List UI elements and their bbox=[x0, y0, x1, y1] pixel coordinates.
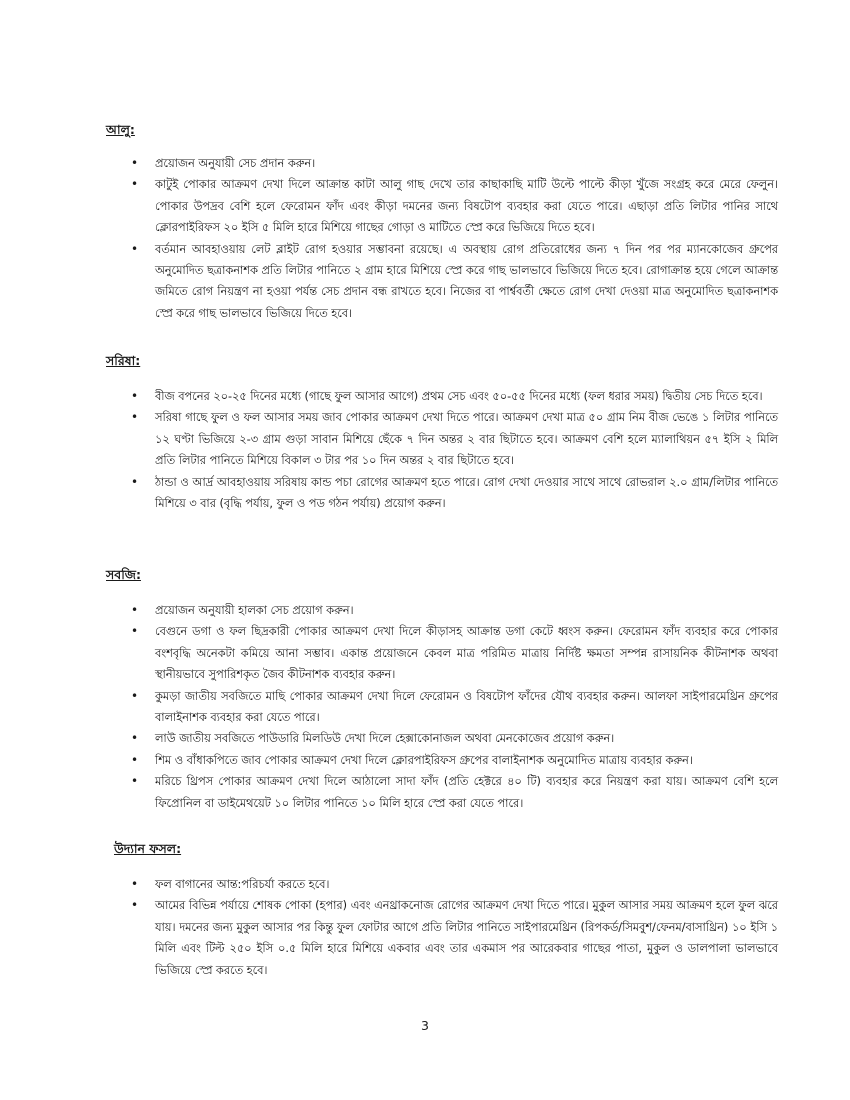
list-item: • আমের বিভিন্ন পর্যায়ে শোষক পোকা (হপার) এবং এনথ্রাকনোজ রোগের আক্রমণ দেখা দিতে পারে। মুকুল আসার সময় আক্রমণ হলে ফুল ঝরে যায়। দমনের জন্য মুকুল আসার পর কিন্তু ফুল ফোটার আগে প্রতি লিটার পানিতে সাইপারমেথ্রিন (রিপকর্ড/সিমবুশ/ফেনম/বাসাথ্রিন) ১০ ইসি ১ মিলি এবং টিল্ট ২৫০ ইসি ০.৫ মিলি হারে মিশিয়ে একবার এবং তার একমাস পর আরেকবার গাছের পাতা, মুকুল ও ডালপালা ভালভাবে ভিজিয়ে স্প্রে করতে হবে। bbox=[0, 895, 778, 981]
bullet-icon: • bbox=[131, 688, 139, 703]
bullet-icon: • bbox=[131, 731, 139, 746]
list-item: • ঠান্ডা ও আর্দ্র আবহাওয়ায় সরিষায় কান্ড পচা রোগের আক্রমণ হতে পারে। রোগ দেখা দেওয়ার সাথে সাথে রোভরাল ২.০ গ্রাম/লিটার পানিতে মিশিয়ে ৩ বার (বৃদ্ধি পর্যায়, ফুল ও পড গঠন পর্যায়) প্রয়োগ করুন। bbox=[0, 472, 778, 515]
potato-list bbox=[0, 153, 850, 324]
list-item: • ফল বাগানের আন্ত:পরিচর্যা করতে হবে। bbox=[0, 874, 778, 895]
bullet-icon: • bbox=[131, 241, 139, 256]
horticulture-list bbox=[0, 874, 850, 981]
list-item: • মরিচে থ্রিপস পোকার আক্রমণ দেখা দিলে আঠালো সাদা ফাঁদ (প্রতি হেক্টরে ৪০ টি) ব্যবহার করে নিয়ন্ত্রণ করা যায়। আক্রমণ বেশি হলে ফিপ্রোনিল বা ডাইমেথয়েট ১০ লিটার পানিতে ১০ মিলি হারে স্প্রে করা যেতে পারে। bbox=[0, 771, 778, 814]
vegetables-list bbox=[0, 600, 850, 814]
section-heading-mustard: সরিষা: bbox=[106, 353, 141, 368]
bullet-icon: • bbox=[131, 177, 139, 192]
list-item: • বর্তমান আবহাওয়ায় লেট ব্লাইট রোগ হওয়ার সম্ভাবনা রয়েছে। এ অবস্থায় রোগ প্রতিরোধের জন্য ৭ দিন পর পর ম্যানকোজেব গ্রুপের অনুমোদিত ছত্রাকনাশক প্রতি লিটার পানিতে ২ গ্রাম হারে মিশিয়ে স্প্রে করে গাছ ভালভাবে ভিজিয়ে দিতে হবে। রোগাক্রান্ত হয়ে গেলে আক্রান্ত জমিতে রোগ নিয়ন্ত্রণ না হওয়া পর্যন্ত সেচ প্রদান বন্ধ রাখতে হবে। নিজের বা পার্শ্ববর্তী ক্ষেতে রোগ দেখা দেওয়া মাত্র অনুমোদিত ছত্রাকনাশক স্প্রে করে গাছ ভালভাবে ভিজিয়ে দিতে হবে। bbox=[0, 239, 778, 325]
list-item: • সরিষা গাছে ফুল ও ফল আসার সময় জাব পোকার আক্রমণ দেখা দিতে পারে। আক্রমণ দেখা মাত্র ৫০ গ্রাম নিম বীজ ভেঙে ১ লিটার পানিতে ১২ ঘণ্টা ভিজিয়ে ২-৩ গ্রাম গুড়া সাবান মিশিয়ে ছেঁকে ৭ দিন অন্তর ২ বার ছিটাতে হবে। আক্রমণ বেশি হলে ম্যালাথিয়ন ৫৭ ইসি ২ মিলি প্রতি লিটার পানিতে মিশিয়ে বিকাল ৩ টার পর ১০ দিন অন্তর ২ বার ছিটাতে হবে। bbox=[0, 407, 778, 471]
list-item: • লাউ জাতীয় সবজিতে পাউডারি মিলডিউ দেখা দিলে হেক্সাকোনাজল অথবা মেনকোজেব প্রয়োগ করুন। bbox=[0, 728, 778, 749]
list-item: • প্রয়োজন অনুযায়ী হালকা সেচ প্রয়োগ করুন। bbox=[0, 600, 778, 621]
section-heading-vegetables: সবজি: bbox=[106, 567, 141, 582]
list-item: • বেগুনে ডগা ও ফল ছিদ্রকারী পোকার আক্রমণ দেখা দিলে কীড়াসহ আক্রান্ত ডগা কেটে ধ্বংস করুন। ফেরোমন ফাঁদ ব্যবহার করে পোকার বংশবৃদ্ধি অনেকটা কমিয়ে আনা সম্ভাব। একান্ত প্রয়োজনে কেবল মাত্র পরিমিত মাত্রায় নির্দিষ্ট ক্ষমতা সম্পন্ন রাসায়নিক কীটনাশক অথবা স্থানীয়ভাবে সুপারিশকৃত জৈব কীটনাশক ব্যবহার করুন। bbox=[0, 621, 778, 685]
mustard-list bbox=[0, 386, 850, 514]
section-heading-horticulture: উদ্যান ফসল: bbox=[114, 841, 182, 856]
bullet-icon: • bbox=[131, 774, 139, 789]
page-number: 3 bbox=[421, 1018, 429, 1033]
section-heading-potato: আলু: bbox=[106, 122, 135, 137]
bullet-icon: • bbox=[131, 877, 139, 891]
list-item: • কাটুই পোকার আক্রমণ দেখা দিলে আক্রান্ত কাটা আলু গাছ দেখে তার কাছাকাছি মাটি উল্টে পাল্টে কীড়া খুঁজে সংগ্রহ করে মেরে ফেলুন। পোকার উপদ্রব বেশি হলে ফেরোমন ফাঁদ এবং কীড়া দমনের জন্য বিষটোপ ব্যবহার করা যেতে পারে। এছাড়া প্রতি লিটার পানির সাথে ক্লোরপাইরিফস ২০ ইসি ৫ মিলি হারে মিশিয়ে গাছের গোড়া ও মাটিতে স্প্রে করে ভিজিয়ে দিতে হবে। bbox=[0, 174, 778, 238]
bullet-icon: • bbox=[131, 898, 139, 913]
list-item: • কুমড়া জাতীয় সবজিতে মাছি পোকার আক্রমণ দেখা দিলে ফেরোমন ও বিষটোপ ফাঁদের যৌথ ব্যবহার করুন। আলফা সাইপারমেথ্রিন গ্রুপের বালাইনাশক ব্যবহার করা যেতে পারে। bbox=[0, 686, 778, 729]
bullet-icon: • bbox=[131, 603, 139, 617]
list-item: • শিম ও বাঁধাকপিতে জাব পোকার আক্রমণ দেখা দিলে ক্লোরপাইরিফস গ্রুপের বালাইনাশক অনুমোদিত মাত্রায় ব্যবহার করুন। bbox=[0, 750, 778, 771]
bullet-icon: • bbox=[131, 752, 139, 767]
bullet-icon: • bbox=[131, 389, 139, 403]
bullet-icon: • bbox=[131, 624, 139, 639]
bullet-icon: • bbox=[131, 156, 139, 170]
bullet-icon: • bbox=[131, 410, 139, 425]
list-item: • বীজ বপনের ২০-২৫ দিনের মধ্যে (গাছে ফুল আসার আগে) প্রথম সেচ এবং ৫০-৫৫ দিনের মধ্যে (ফল ধরার সময়) দ্বিতীয় সেচ দিতে হবে। bbox=[0, 386, 778, 407]
list-item: • প্রয়োজন অনুযায়ী সেচ প্রদান করুন। bbox=[0, 153, 778, 174]
bullet-icon: • bbox=[131, 474, 139, 489]
